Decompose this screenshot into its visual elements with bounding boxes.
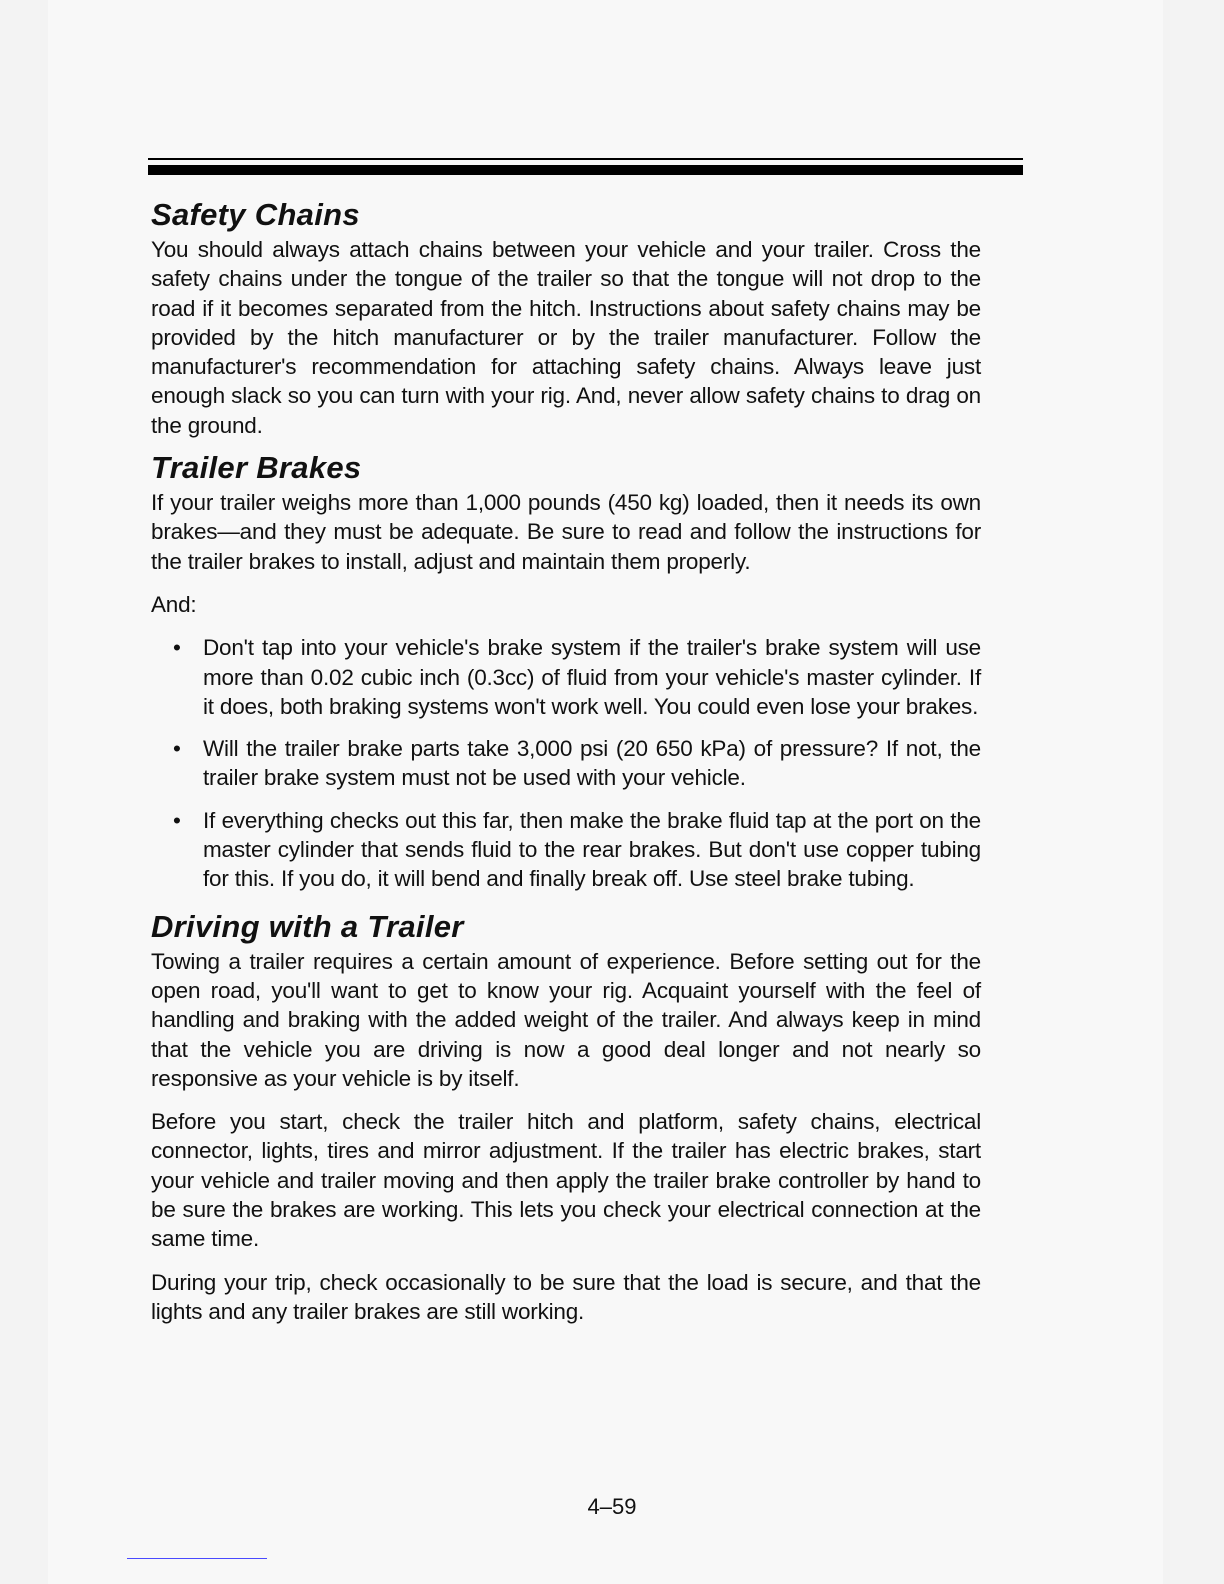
footer-link-underline[interactable]: [127, 1558, 267, 1559]
bullet-icon: •: [173, 736, 181, 762]
body-paragraph: You should always attach chains between your vehicle and your trailer. Cross the safety chains under the tongue of the trailer so that the tongue will not drop to the road if it becomes separated from the hitch. Instructions about safety chains may be provided by the hitch manufacturer or by the trailer manufacturer. Follow the manufacturer's recommendation for attaching safety chains. Always leave just enough slack so you can turn with your rig. And, never allow safety chains to drag on the ground.: [151, 237, 981, 438]
body-paragraph: And:: [151, 591, 197, 617]
bullet-icon: •: [173, 635, 181, 661]
list-item-text: If everything checks out this far, then make the brake fluid tap at the port on the master cylinder that sends fluid to the rear brakes. But don't use copper tubing for this. If you do, it will bend and finally break off. Use steel brake tubing.: [203, 807, 981, 892]
body-paragraph: Before you start, check the trailer hitch and platform, safety chains, electrical connector, lights, tires and mirror adjustment. If the trailer has electric brakes, start your vehicle and trailer moving and then apply the trailer brake controller by hand to be sure the brakes are working. This lets you check your electrical connection at the same time.: [151, 1109, 981, 1252]
section-driving-with-trailer: [151, 907, 981, 1327]
page-content: [151, 195, 981, 1326]
list-item-text: Will the trailer brake parts take 3,000 psi (20 650 kPa) of pressure? If not, the trailer brake system must not be used with your vehicle.: [203, 736, 981, 791]
list-item: [151, 633, 981, 721]
bullet-icon: •: [173, 807, 181, 833]
list-item: [151, 734, 981, 793]
list-item: [151, 806, 981, 894]
section-trailer-brakes: [151, 448, 981, 894]
body-paragraph: If your trailer weighs more than 1,000 pounds (450 kg) loaded, then it needs its own brakes—and they must be adequate. Be sure to read and follow the instructions for the trailer brakes to install, adjust and maintain them properly.: [151, 490, 981, 574]
body-paragraph: During your trip, check occasionally to be sure that the load is secure, and that the lights and any trailer brakes are still working.: [151, 1269, 981, 1324]
body-paragraph: Towing a trailer requires a certain amount of experience. Before setting out for the open road, you'll want to get to know your rig. Acquaint yourself with the feel of handling and braking with the added weight of the trailer. And always keep in mind that the vehicle you are driving is now a good deal longer and not nearly so responsive as your vehicle is by itself.: [151, 948, 981, 1091]
header-rule-thick: [148, 165, 1023, 175]
section-heading: Trailer Brakes: [151, 450, 362, 486]
section-safety-chains: [151, 195, 981, 440]
header-rule-thin: [148, 158, 1023, 160]
page-number: 4–59: [587, 1494, 637, 1519]
section-heading: Safety Chains: [151, 197, 360, 232]
bullet-list: [151, 633, 981, 893]
section-heading: Driving with a Trailer: [151, 908, 464, 944]
list-item-text: Don't tap into your vehicle's brake system if the trailer's brake system will use more than 0.02 cubic inch (0.3cc) of fluid from your vehicle's master cylinder. If it does, both braking systems won't work well. You could even lose your brakes.: [203, 635, 981, 719]
